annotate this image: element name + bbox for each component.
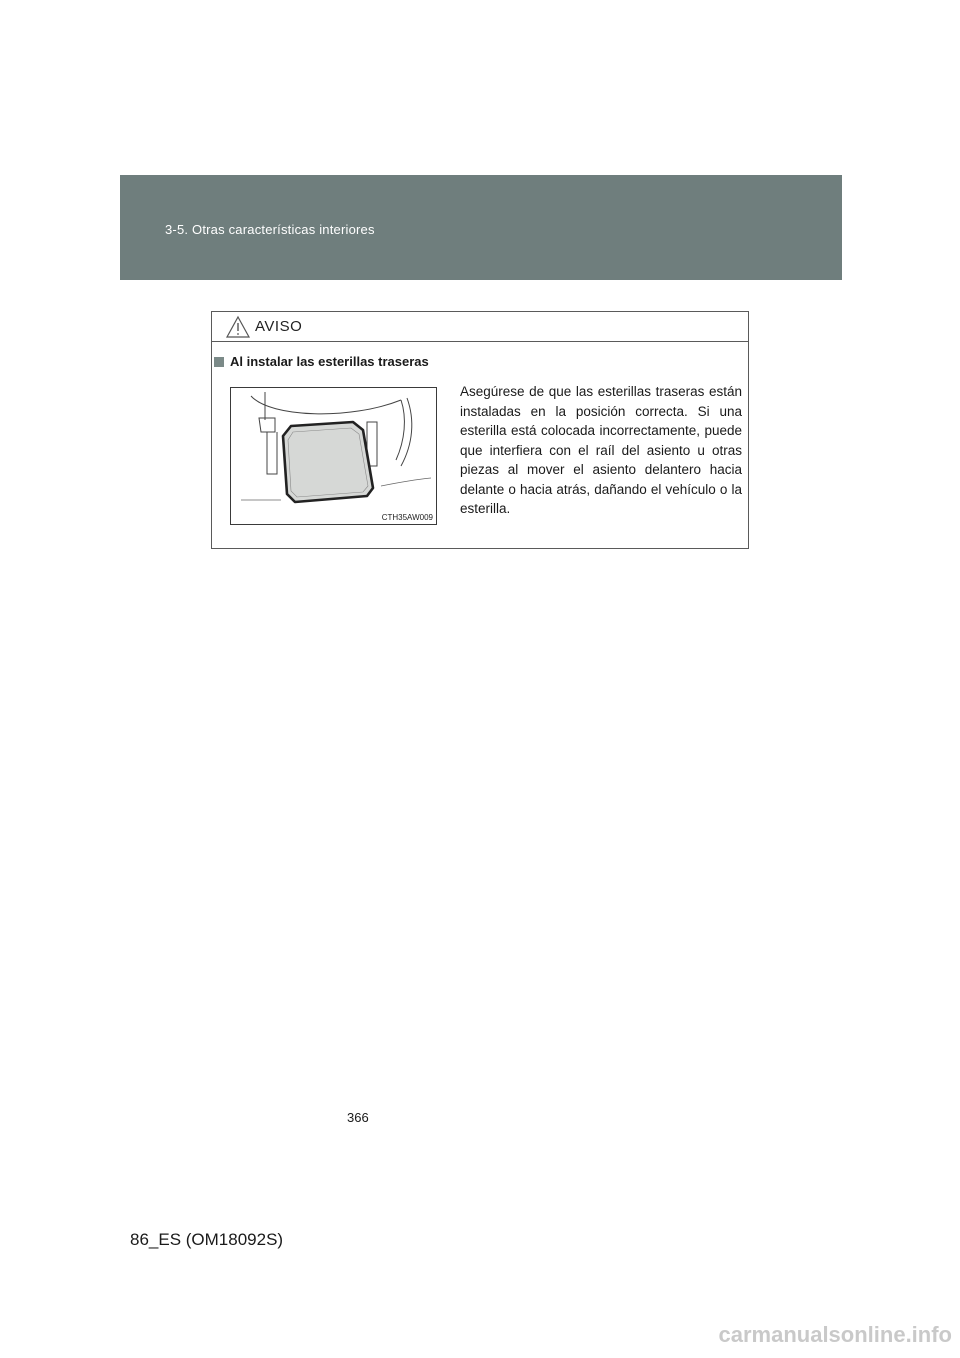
rear-floor-mat-illustration <box>230 387 437 525</box>
document-code: 86_ES (OM18092S) <box>130 1230 284 1249</box>
warning-header <box>212 312 748 342</box>
figure-code: CTH35AW009 <box>381 513 433 522</box>
warning-triangle-icon <box>225 315 251 339</box>
page-number: 366 <box>347 1110 369 1125</box>
watermark: carmanualsonline.info <box>718 1322 952 1347</box>
warning-box <box>211 311 749 549</box>
bullet-square-icon <box>214 357 224 367</box>
warning-subheading <box>212 354 429 369</box>
section-title: 3-5. Otras características interiores <box>165 222 375 237</box>
subheading-text: Al instalar las esterillas traseras <box>230 354 429 369</box>
warning-body-text: Asegúrese de que las esterillas traseras están instaladas en la posición correcta. Si una esterilla está colocada incorrectamente, puede que interfiera con el raíl del asiento u otras piezas al mover el asiento delantero hacia delante o hacia atrás, dañando el vehículo o la esterilla. <box>460 384 742 516</box>
warning-label: AVISO <box>255 318 303 335</box>
seat-rail-mat-drawing <box>231 388 436 524</box>
